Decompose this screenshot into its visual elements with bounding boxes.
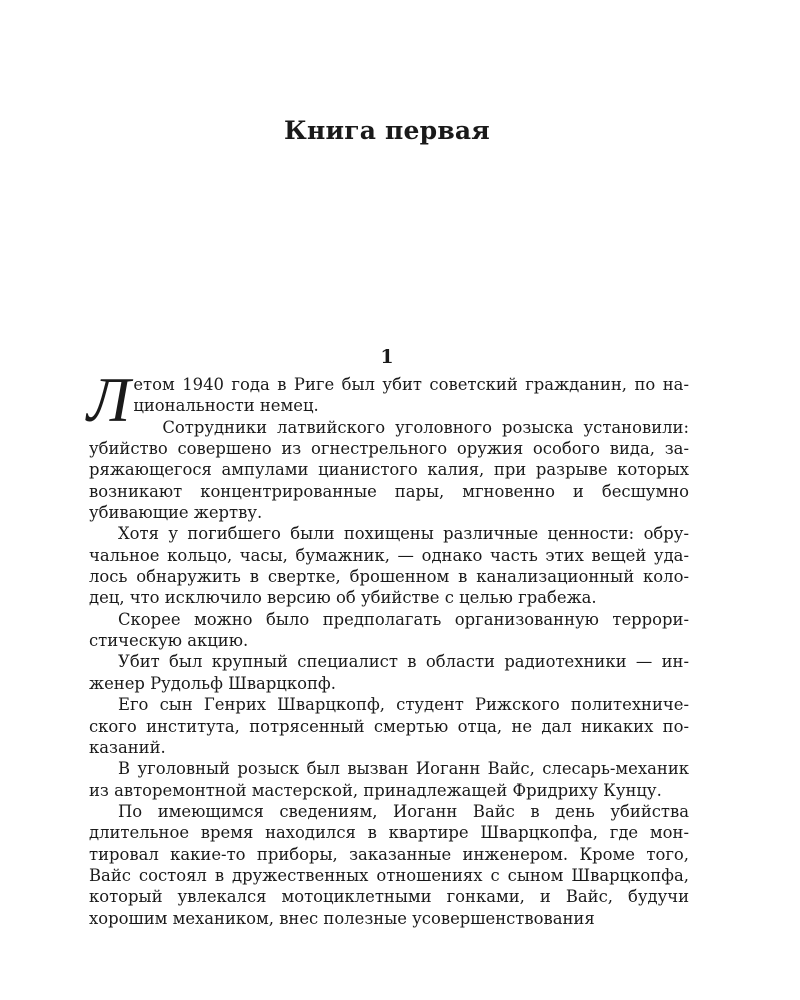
paragraph-8: По имеющимся сведениям, Иоганн Вайс в день убийства длительное время находился в квартире Шварцкопфа, где монтировал какие-то приборы, заказанные инженером. Кроме того, Вайс состоял в дружественных отношениях с сыном Шварцкопфа, который увлекался мотоциклетными гонками, и Вайс, будучи хорошим механиком, внес полезные усовершенствования [89,801,689,928]
chapter-text [87,364,689,929]
paragraph-1 [87,364,689,435]
drop-cap-letter: Л [87,364,131,435]
paragraph-1-text: етом 1940 года в Риге был убит советский гражданин, по национальности немец. [133,375,689,416]
chapter-number: 1 [380,346,394,368]
book-title: Книга первая [284,116,490,145]
paragraph-5: Убит был крупный специалист в области радиотехники — инженер Рудольф Шварцкопф. [89,652,689,693]
paragraph-4: Скорее можно было предполагать организованную террористическую акцию. [89,609,689,651]
paragraph-2: Сотрудники латвийского уголовного розыска установили: убийство совершено из огнестрельного оружия особого вида, заряжающегося ампулами цианистого калия, при разрыве которых возникают концентрированные пары, мгновенно и бесшумно убивающие жертву. [89,417,689,523]
paragraph-7: В уголовный розыск был вызван Иоганн Вайс, слесарь-механик из авторемонтной мастерской, принадлежащей Фридриху Кунцу. [89,759,689,800]
paragraph-6: Его сын Генрих Шварцкопф, студент Рижского политехнического института, потрясенный смертью отца, не дал никаких показаний. [89,695,689,757]
paragraph-3: Хотя у погибшего были похищены различные ценности: обручальное кольцо, часы, бумажник, — однако часть этих вещей удалось обнаружить в свертке, брошенном в канализационный колодец, что исключило версию об убийстве с целью грабежа. [89,524,689,608]
